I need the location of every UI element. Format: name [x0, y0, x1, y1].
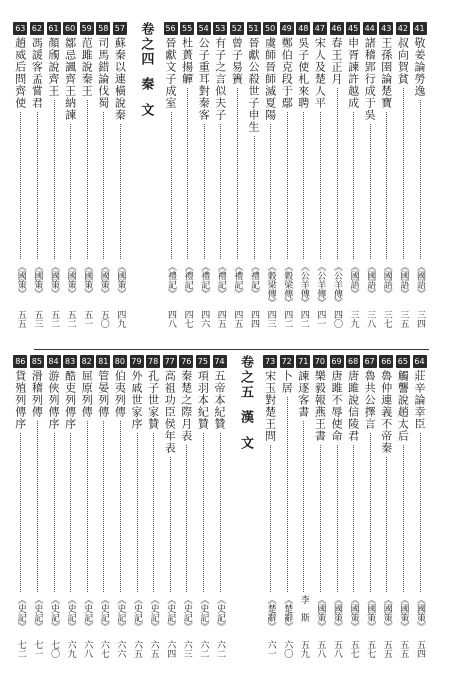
dotted-leader	[403, 445, 404, 592]
list-item[interactable]	[394, 22, 411, 345]
entry-source: 《國策》	[49, 262, 59, 298]
entry-number-badge: 79	[131, 357, 142, 366]
dotted-leader	[303, 112, 304, 259]
entry-page-number: 五五	[398, 640, 409, 658]
dotted-leader	[153, 433, 154, 592]
entry-source: 《穀梁傳》	[282, 262, 293, 307]
entry-page-number: 七〇	[49, 640, 59, 658]
entry-page-number: 五七	[348, 640, 359, 658]
entry-page-number: 六四	[165, 640, 176, 658]
entry-number-badge: 53	[215, 24, 226, 33]
entry-source: 《國語》	[348, 262, 359, 298]
entry-title: 晉獻公殺世子申生	[247, 37, 260, 133]
entry-title: 孔子世家贊	[146, 370, 160, 430]
list-item[interactable]	[194, 355, 211, 690]
entry-page-number: 六九	[65, 640, 76, 658]
dotted-leader	[287, 397, 288, 592]
dotted-leader	[87, 421, 88, 592]
entry-source: 《史記》	[15, 595, 26, 631]
list-item[interactable]	[345, 355, 362, 690]
dotted-leader	[337, 88, 338, 259]
dotted-leader	[37, 112, 38, 259]
entry-title: 申胥諫許越成	[346, 37, 360, 109]
entry-source: 《國語》	[415, 262, 425, 298]
dotted-leader	[420, 100, 421, 259]
entry-title: 顏斶說齊王	[47, 37, 60, 97]
list-item[interactable]	[228, 22, 245, 345]
list-item[interactable]	[361, 22, 378, 345]
entry-title: 五帝本紀贊	[213, 370, 226, 430]
entry-title: 曾子易簀	[230, 37, 244, 85]
entry-page-number: 六一	[265, 640, 276, 658]
entry-number-badge: 81	[98, 357, 109, 366]
list-item[interactable]	[295, 22, 312, 345]
entry-page-number: 六五	[132, 640, 142, 658]
entry-number-badge: 71	[298, 357, 309, 366]
dotted-leader	[386, 112, 387, 259]
list-item[interactable]	[78, 22, 95, 345]
dotted-leader	[54, 433, 55, 592]
dotted-leader	[303, 421, 304, 592]
entry-page-number: 六二	[215, 640, 225, 658]
entry-page-number: 五七	[365, 640, 376, 658]
entry-title: 鄭伯克段于鄢	[280, 37, 294, 109]
entry-title: 伯夷列傳	[113, 370, 127, 418]
entry-title: 樂毅報燕王書	[313, 370, 327, 442]
entry-source: 《史記》	[132, 595, 142, 631]
entry-source: 《公羊傳》	[298, 262, 309, 307]
entry-number-badge: 64	[414, 357, 425, 366]
list-item[interactable]	[245, 22, 262, 345]
list-item[interactable]	[178, 355, 195, 690]
entry-number-badge: 67	[364, 357, 375, 366]
entry-number-badge: 65	[397, 357, 408, 366]
entry-number-badge: 69	[331, 357, 342, 366]
entry-page-number: 五五	[15, 310, 26, 328]
entry-page-number: 四九	[115, 310, 126, 328]
list-item[interactable]	[262, 355, 279, 690]
list-item[interactable]	[345, 22, 362, 345]
entry-number-badge: 58	[98, 24, 109, 33]
entry-page-number: 五二	[65, 310, 76, 328]
entry-source: 《公羊傳》	[332, 262, 342, 307]
list-item[interactable]	[378, 22, 395, 345]
list-item[interactable]	[212, 22, 229, 345]
entry-title: 觸讋說趙太后	[396, 370, 410, 442]
entry-page-number: 四五	[215, 310, 226, 328]
entry-title: 鄒忌諷齊王納諫	[63, 37, 77, 121]
entry-page-number: 三七	[381, 310, 392, 328]
dotted-leader	[204, 124, 205, 259]
entry-title: 公子重耳對秦客	[197, 37, 211, 121]
dotted-leader	[120, 421, 121, 592]
list-item[interactable]	[12, 355, 29, 690]
entry-source: 《國策》	[32, 262, 43, 298]
entry-title: 滑稽列傳	[30, 370, 44, 418]
list-item[interactable]	[111, 355, 128, 690]
list-item[interactable]	[62, 355, 79, 690]
dotted-leader	[186, 445, 187, 592]
entry-source: 《禮記》	[249, 262, 259, 298]
entry-number-badge: 47	[314, 24, 325, 33]
entry-title: 馮諼客孟嘗君	[30, 37, 44, 109]
dotted-leader	[87, 100, 88, 259]
list-item[interactable]	[161, 355, 178, 690]
entry-page-number: 五四	[415, 640, 425, 658]
list-item[interactable]	[95, 22, 112, 345]
entry-page-number: 五五	[381, 640, 392, 658]
list-item[interactable]	[95, 355, 112, 690]
entry-title: 唐雎不辱使命	[330, 370, 343, 442]
entry-page-number: 五二	[49, 310, 59, 328]
dotted-leader	[270, 124, 271, 259]
entry-number-badge: 56	[165, 24, 176, 33]
entry-title: 宋玉對楚王問	[263, 370, 277, 442]
list-item[interactable]	[195, 22, 212, 345]
entry-number-badge: 75	[197, 357, 208, 366]
entry-source: 《國策》	[98, 262, 109, 298]
list-item[interactable]	[28, 22, 45, 345]
entry-title: 王孫圉論楚寶	[379, 37, 393, 109]
entry-title: 項羽本紀贊	[196, 370, 210, 430]
dotted-leader	[120, 124, 121, 259]
entry-source: 《楚辭》	[282, 595, 293, 631]
entry-number-badge: 78	[148, 357, 159, 366]
list-item[interactable]	[278, 355, 295, 690]
entry-title: 春王正月	[330, 37, 343, 85]
entry-source: 《禮記》	[199, 262, 210, 298]
entry-number-badge: 83	[65, 357, 76, 366]
entry-source: 《國策》	[82, 262, 93, 298]
entry-page-number: 五一	[82, 310, 93, 328]
entry-page-number: 六〇	[282, 640, 293, 658]
entry-number-badge: 48	[298, 24, 309, 33]
entry-page-number: 三四	[415, 310, 425, 328]
entry-number-badge: 72	[281, 357, 292, 366]
entry-number-badge: 52	[231, 24, 242, 33]
entry-source: 《史記》	[115, 595, 126, 631]
entry-source: 《史記》	[215, 595, 225, 631]
entry-title: 管晏列傳	[96, 370, 110, 418]
list-item[interactable]	[179, 22, 196, 345]
list-item[interactable]	[62, 22, 79, 345]
entry-page-number: 四八	[166, 310, 176, 328]
entry-title: 吳子使札來聘	[296, 37, 310, 109]
list-item[interactable]	[328, 22, 345, 345]
dotted-leader	[54, 100, 55, 259]
entry-source: 李 斯	[298, 595, 309, 622]
entry-number-badge: 60	[65, 24, 76, 33]
entry-title: 諸稽郢行成于吳	[363, 37, 377, 121]
entry-source: 《國策》	[115, 262, 126, 298]
entry-source: 《史記》	[98, 595, 109, 631]
entry-number-badge: 86	[15, 357, 26, 366]
entry-title: 唐雎說信陵君	[346, 370, 360, 442]
entry-page-number: 四四	[249, 310, 259, 328]
list-item[interactable]	[128, 355, 145, 690]
entry-number-badge: 43	[381, 24, 392, 33]
dotted-leader	[370, 433, 371, 592]
dotted-leader	[103, 112, 104, 259]
entry-source: 《國策》	[398, 595, 409, 631]
dotted-leader	[220, 433, 221, 592]
entry-title: 高祖功臣侯年表	[163, 370, 177, 454]
dotted-leader	[237, 88, 238, 259]
entry-source: 《楚辭》	[265, 595, 276, 631]
entry-title: 趙威后問齊使	[13, 37, 27, 109]
list-item[interactable]	[394, 355, 411, 690]
entry-number-badge: 76	[181, 357, 192, 366]
entry-source: 《國策》	[65, 262, 76, 298]
entry-source: 《禮記》	[215, 262, 226, 298]
dotted-leader	[20, 112, 21, 259]
entry-number-badge: 66	[381, 357, 392, 366]
entry-source: 《國策》	[365, 595, 376, 631]
dotted-leader	[287, 112, 288, 259]
entry-title: 卜居	[280, 370, 294, 394]
entry-page-number: 三五	[398, 310, 409, 328]
entry-source: 《史記》	[148, 595, 159, 631]
entry-source: 《國策》	[15, 262, 26, 298]
entry-source: 《國策》	[381, 595, 392, 631]
entry-source: 《國語》	[365, 262, 376, 298]
entry-number-badge: 62	[31, 24, 42, 33]
entry-page-number: 四一	[315, 310, 326, 328]
entry-page-number: 六三	[181, 640, 192, 658]
list-item[interactable]	[361, 355, 378, 690]
entry-title: 杜蕢揚觶	[180, 37, 194, 85]
entry-source: 《史記》	[82, 595, 93, 631]
entry-page-number: 六二	[198, 640, 209, 658]
dotted-leader	[170, 457, 171, 592]
entry-page-number: 四二	[282, 310, 293, 328]
dotted-leader	[20, 433, 21, 592]
dotted-leader	[270, 445, 271, 592]
entry-source: 《史記》	[65, 595, 76, 631]
entry-number-badge: 73	[265, 357, 276, 366]
dotted-leader	[370, 124, 371, 259]
entry-source: 《國語》	[381, 262, 392, 298]
entry-number-badge: 61	[48, 24, 59, 33]
entry-source: 《國策》	[332, 595, 342, 631]
entry-number-badge: 45	[348, 24, 359, 33]
entry-number-badge: 44	[364, 24, 375, 33]
list-item[interactable]	[28, 355, 45, 690]
entry-number-badge: 54	[198, 24, 209, 33]
dotted-leader	[254, 136, 255, 259]
section-label: 卷之四	[138, 22, 154, 67]
entry-title: 宋人及楚人平	[313, 37, 327, 109]
entry-number-badge: 46	[331, 24, 342, 33]
dotted-leader	[337, 445, 338, 592]
section-dynasty: 漢 文	[238, 410, 253, 449]
entry-title: 魯共公擇言	[363, 370, 377, 430]
entry-source: 《禮記》	[182, 262, 193, 298]
entry-title: 屈原列傳	[80, 370, 94, 418]
entry-source: 《史記》	[32, 595, 43, 631]
entry-source: 《國策》	[315, 595, 326, 631]
dotted-leader	[137, 433, 138, 592]
list-item[interactable]	[311, 355, 328, 690]
list-item[interactable]	[111, 22, 128, 345]
entry-title: 外戚世家序	[130, 370, 143, 430]
entry-title: 有子之言似夫子	[213, 37, 227, 121]
list-item[interactable]	[328, 355, 345, 690]
entry-number-badge: 50	[265, 24, 276, 33]
entry-title: 虞師晉師滅夏陽	[263, 37, 277, 121]
list-item[interactable]	[311, 22, 328, 345]
entry-number-badge: 84	[48, 357, 59, 366]
entry-source: 《史記》	[198, 595, 209, 631]
dotted-leader	[187, 88, 188, 259]
entry-number-badge: 82	[81, 357, 92, 366]
entry-page-number: 五〇	[98, 310, 109, 328]
entry-source: 《國語》	[398, 262, 409, 298]
entry-title: 范雎說秦王	[80, 37, 94, 97]
section-label: 卷之五	[238, 355, 253, 400]
entry-page-number: 六五	[148, 640, 159, 658]
entry-title: 游俠列傳序	[47, 370, 60, 430]
dotted-leader	[353, 445, 354, 592]
entry-page-number: 三八	[365, 310, 376, 328]
dotted-leader	[171, 112, 172, 259]
dotted-leader	[203, 433, 204, 592]
entry-number-badge: 51	[248, 24, 259, 33]
section-heading	[234, 355, 256, 449]
list-item[interactable]	[145, 355, 162, 690]
entry-title: 酷吏列傳序	[63, 370, 77, 430]
entry-number-badge: 68	[348, 357, 359, 366]
entry-number-badge: 85	[31, 357, 42, 366]
entry-page-number: 六六	[115, 640, 126, 658]
list-item[interactable]	[211, 355, 228, 690]
entry-number-badge: 55	[182, 24, 193, 33]
entry-number-badge: 59	[81, 24, 92, 33]
entry-title: 貨殖列傳序	[13, 370, 27, 430]
list-item[interactable]	[411, 22, 428, 345]
entry-page-number: 四六	[199, 310, 210, 328]
list-item[interactable]	[78, 355, 95, 690]
dotted-leader	[103, 421, 104, 592]
entry-number-badge: 42	[397, 24, 408, 33]
section-divider	[34, 349, 429, 350]
entry-page-number: 七二	[15, 640, 26, 658]
dotted-leader	[353, 112, 354, 259]
entry-number-badge: 74	[214, 357, 225, 366]
entry-number-badge: 80	[114, 357, 125, 366]
entry-number-badge: 70	[314, 357, 325, 366]
entry-title: 晉獻文子成室	[164, 37, 177, 109]
entry-number-badge: 63	[15, 24, 26, 33]
dotted-leader	[320, 445, 321, 592]
dotted-leader	[70, 124, 71, 259]
entry-title: 魯仲連義不帝秦	[379, 370, 393, 454]
entry-source: 《史記》	[181, 595, 192, 631]
entry-source: 《禮記》	[232, 262, 243, 298]
entry-title: 司馬錯論伐蜀	[96, 37, 110, 109]
entry-title: 叔向賀貧	[396, 37, 410, 85]
list-item[interactable]	[45, 355, 62, 690]
entry-page-number: 五八	[315, 640, 326, 658]
list-item[interactable]	[278, 22, 295, 345]
section-dynasty: 秦 文	[138, 77, 154, 116]
dotted-leader	[70, 433, 71, 592]
list-item[interactable]	[162, 22, 179, 345]
entry-page-number: 五九	[298, 640, 309, 658]
entry-source: 《國策》	[415, 595, 425, 631]
dotted-leader	[420, 433, 421, 592]
entry-title: 秦楚之際月表	[179, 370, 193, 442]
list-item[interactable]	[12, 22, 29, 345]
entry-number-badge: 57	[114, 24, 125, 33]
entry-title: 敬姜論勞逸	[413, 37, 426, 97]
entry-source: 《穀梁傳》	[265, 262, 276, 307]
entry-page-number: 四〇	[332, 310, 342, 328]
entry-source: 《禮記》	[166, 262, 176, 298]
dotted-leader	[386, 457, 387, 592]
entry-source: 《公羊傳》	[315, 262, 326, 307]
entry-page-number: 四二	[298, 310, 309, 328]
entry-source: 《史記》	[165, 595, 176, 631]
entry-page-number: 四五	[232, 310, 243, 328]
entry-page-number: 五三	[32, 310, 43, 328]
dotted-leader	[220, 124, 221, 259]
list-item[interactable]	[295, 355, 312, 690]
dotted-leader	[403, 88, 404, 259]
dotted-leader	[37, 421, 38, 592]
list-item[interactable]	[262, 22, 279, 345]
entry-page-number: 五八	[332, 640, 342, 658]
entry-page-number: 七一	[32, 640, 43, 658]
entry-page-number: 四三	[265, 310, 276, 328]
entry-number-badge: 77	[164, 357, 175, 366]
entry-number-badge: 41	[414, 24, 425, 33]
section-heading	[134, 22, 156, 116]
entry-title: 莊辛論幸臣	[413, 370, 426, 430]
entry-page-number: 六七	[98, 640, 109, 658]
entry-source: 《史記》	[49, 595, 59, 631]
entry-page-number: 四七	[182, 310, 193, 328]
list-item[interactable]	[45, 22, 62, 345]
entry-title: 諫逐客書	[296, 370, 310, 418]
entry-source: 《國策》	[348, 595, 359, 631]
entry-title: 蘇秦以連橫說秦	[113, 37, 127, 121]
entry-page-number: 六八	[82, 640, 93, 658]
entry-number-badge: 49	[281, 24, 292, 33]
entry-page-number: 三九	[348, 310, 359, 328]
list-item[interactable]	[378, 355, 395, 690]
dotted-leader	[320, 112, 321, 259]
list-item[interactable]	[411, 355, 428, 690]
